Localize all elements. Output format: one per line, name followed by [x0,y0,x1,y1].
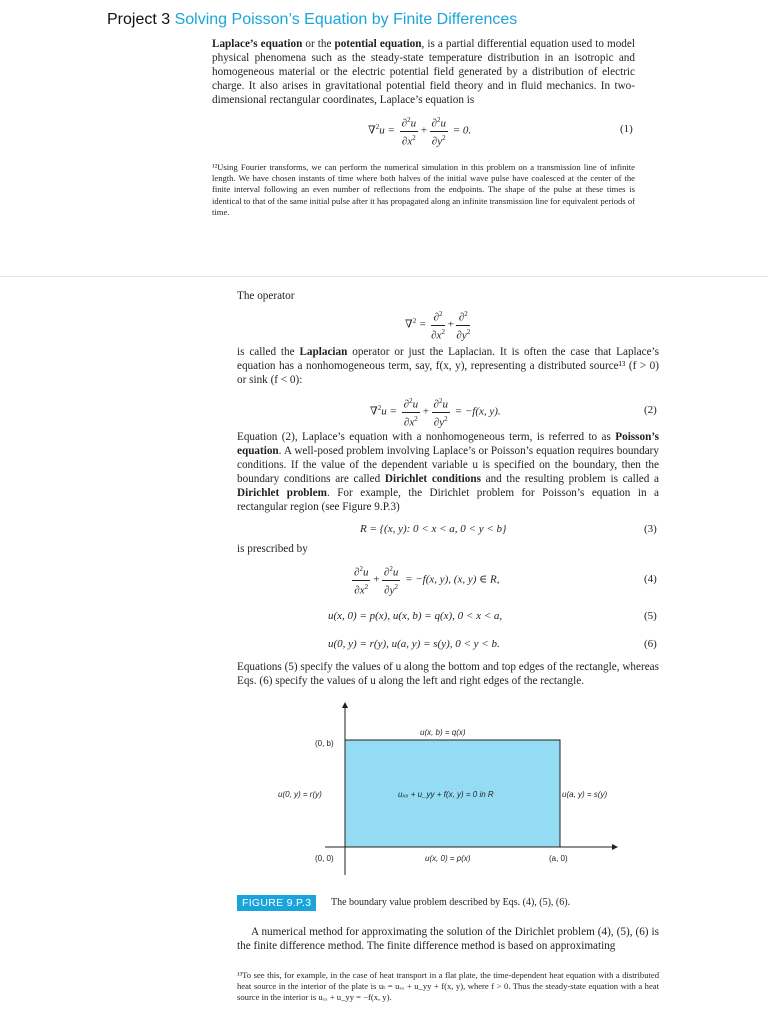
label-left-boundary: u(0, y) = r(y) [278,790,322,799]
figure-9-p-3 [270,700,650,880]
equation-4-rhs: = −f(x, y), (x, y) ∈ R, [405,573,500,586]
poisson-equation-term: Poisson’s equation [237,431,659,457]
panel-divider [0,276,768,277]
intro-text-1: or the [302,38,335,50]
figure-caption-text: The boundary value problem described by Eqs. (4), (5), (6). [331,897,571,908]
poisson-text-1: Equation (2), Laplace’s equation with a nonhomogeneous term, is referred to as [237,431,616,443]
prescribed-by: is prescribed by [237,543,308,555]
label-corner-a-0: (a, 0) [549,854,568,863]
laplacian-term: Laplacian [299,346,348,358]
equation-2: ∇$^2$u = $\frac{\partial^2u}{\partial x^2}$ + $\frac{\partial^2u}{\partial y^2}$ = −f(x, y). [370,397,501,429]
equation-6-number: (6) [644,638,657,650]
footnote-13: ¹³To see this, for example, in the case of heat transport in a flat plate, the time-dependent heat equation with a distributed heat source in the interior of the plate is uₜ = uₓₓ + u_yy + f(x, y), where f > 0. Thus the steady-state equation with a heat source in the interior is uₓₓ + u_yy = −f(x, y). [237,970,659,1003]
equation-4-number: (4) [644,573,657,585]
poisson-text-4: . For example, the Dirichlet problem for Poisson’s equation in a rectangular region (see Figure 9.P.3) [237,487,659,513]
poisson-paragraph [237,430,659,514]
figure-caption-tag: FIGURE 9.P.3 [237,895,316,911]
equation-2-number: (2) [644,404,657,416]
label-corner-0-b: (0, b) [315,739,334,748]
dirichlet-conditions-term: Dirichlet conditions [384,473,481,485]
equation-3: R = {(x, y): 0 < x < a, 0 < y < b} [360,523,507,535]
poisson-text-3: and the resulting problem is called a [480,473,659,485]
laplace-equation-term: Laplace’s equation [212,38,303,50]
project-title-text: Solving Poisson’s Equation by Finite Differences [174,11,518,28]
equation-5: u(x, 0) = p(x), u(x, b) = q(x), 0 < x < a, [328,610,503,622]
laplacian-text-2: operator or just the Laplacian. It is often the case that Laplace’s equation has a nonhomogeneous term, say, f(x, y), representing a distributed source¹³ (f > 0) or sink (f < 0): [237,346,659,386]
laplacian-paragraph [237,345,659,387]
label-bottom-boundary: u(x, 0) = p(x) [425,854,471,863]
equation-4: $\frac{\partial^2u}{\partial x^2}$ + $\frac{\partial^2u}{\partial y^2}$ = −f(x, y), (x, y) ∈ R, [354,565,500,597]
label-center-equation: uₓₓ + u_yy + f(x, y) = 0 in R [398,790,494,799]
poisson-text-2: . A well-posed problem involving Laplace’s or Poisson’s equation requires boundary conditions. If the value of the dependent variable u is specified on the boundary, then the boundary conditions are called [237,445,659,485]
equation-1-number: (1) [620,123,633,135]
equation-5-number: (5) [644,610,657,622]
equation-1: ∇$^2$u = $\frac{\partial^2u}{\partial x^2}$ + $\frac{\partial^2u}{\partial y^2}$ = 0. [368,116,472,148]
operator-intro: The operator [237,290,295,302]
project-title [107,11,517,29]
project-number: Project 3 [107,11,171,28]
laplacian-text-1: is called the [237,346,300,358]
laplacian-operator-equation: ∇$^2$ = $\frac{\partial^2}{\partial x^2}$ + $\frac{\partial^2}{\partial y^2}$ [405,310,471,342]
edges-paragraph: Equations (5) specify the values of u along the bottom and top edges of the rectangle, whereas Eqs. (6) specify the values of u along the left and right edges of the rectangle. [237,661,659,687]
closing-paragraph: A numerical method for approximating the solution of the Dirichlet problem (4), (5), (6) is the finite difference method. The finite difference method is based on approximating [237,926,659,952]
potential-equation-term: potential equation [334,38,422,50]
equation-6: u(0, y) = r(y), u(a, y) = s(y), 0 < y < b. [328,638,500,650]
dirichlet-problem-term: Dirichlet problem [237,487,327,499]
intro-text-2: , is a partial differential equation used to model physical phenomena such as the steady-state temperature distribution in an isotropic and homogeneous material or the electric potential field generated by a distribution of electric charge. It also arises in gravitational potential field theory and in fluid mechanics. In two-dimensional rectangular coordinates, Laplace’s equation is [212,38,635,106]
label-right-boundary: u(a, y) = s(y) [562,790,608,799]
label-corner-0-0: (0, 0) [315,854,334,863]
footnote-12: ¹²Using Fourier transforms, we can perform the numerical simulation in this problem on a transmission line of infinite length. We have chosen instants of time where both halves of the initial wave pulse have coalesced at the center of the finite interval following an even number of reflections from the endpoints. The shape of the pulse at these times is identical to that of the same initial pulse after it has propagated along an infinite transmission line for equivalent periods of time. [212,162,635,217]
intro-paragraph [212,37,635,107]
label-top-boundary: u(x, b) = q(x) [420,728,466,737]
equation-3-number: (3) [644,523,657,535]
